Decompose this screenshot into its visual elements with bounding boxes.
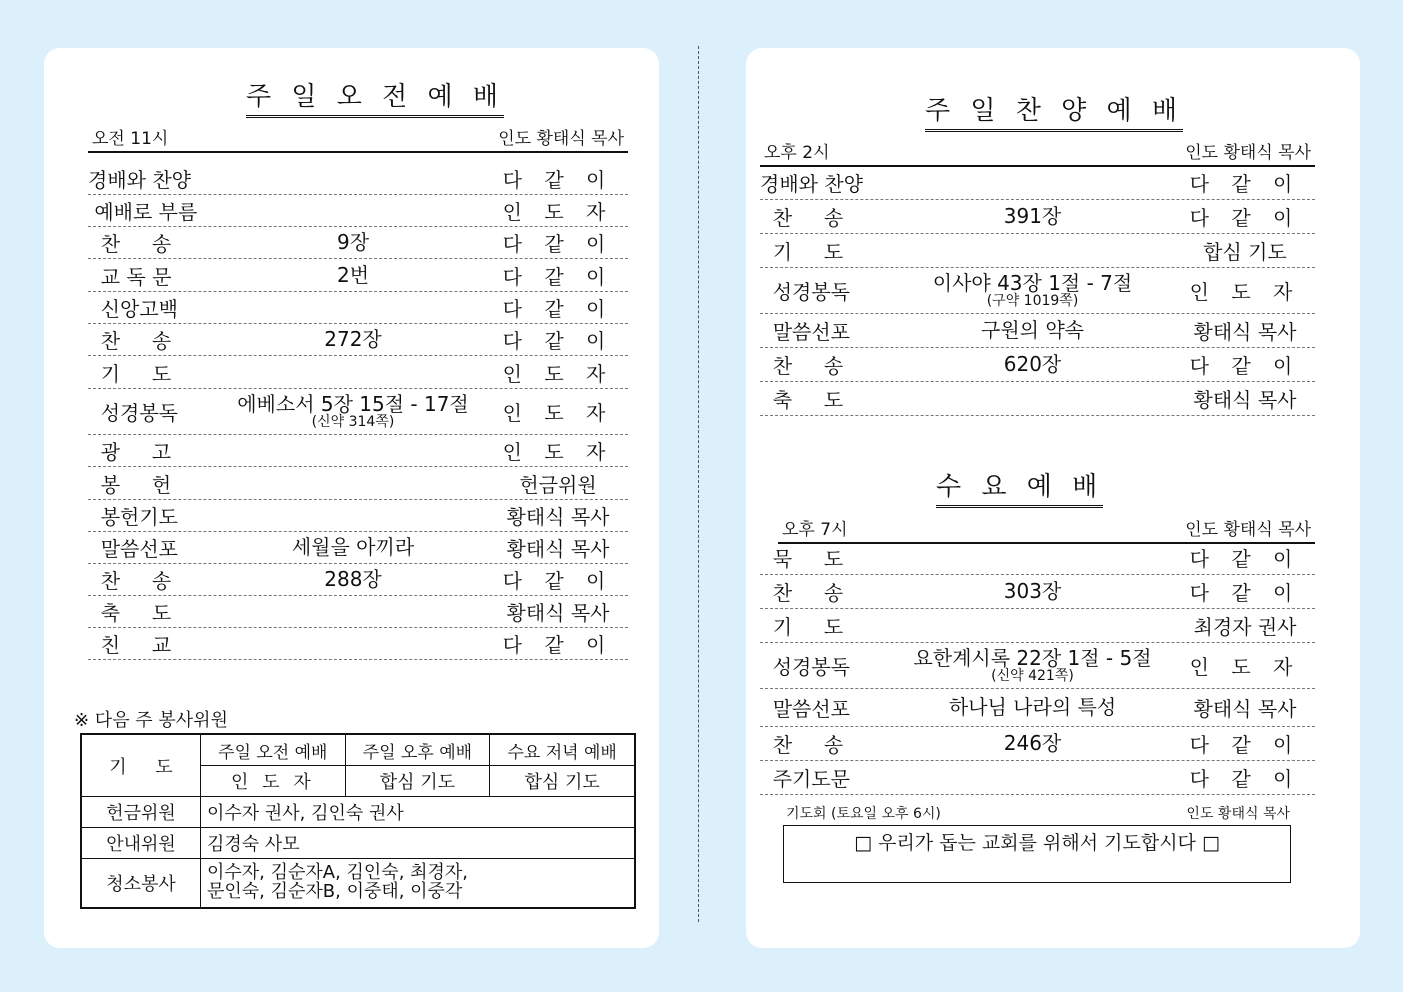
afternoon-service-title: 주 일 찬 양 예 배: [925, 90, 1183, 132]
morning-order-row: [88, 532, 628, 564]
afternoon-order-row: [760, 348, 1315, 382]
morning-order-row: [88, 259, 628, 292]
afternoon-order-row: [760, 314, 1315, 348]
prayer-label: 기 도: [81, 734, 201, 797]
morning-order-list: [88, 162, 628, 660]
morning-order-row: [88, 389, 628, 435]
order-item-leader: 합심 기도: [1203, 240, 1287, 264]
order-item-leader: 황태식 목사: [1193, 388, 1297, 412]
afternoon-service-header: [760, 138, 1315, 167]
order-item-leader: 다 같 이: [1189, 733, 1301, 757]
order-item-name: 기 도: [88, 361, 172, 386]
morning-order-row: [88, 628, 628, 660]
order-item-name: 찬 송: [760, 206, 844, 230]
prayer-request-box: □ 우리가 돕는 교회를 위해서 기도합시다 □: [783, 825, 1291, 883]
order-item-name: 교 독 문: [88, 264, 172, 289]
order-item-detail-text: 391장: [1003, 204, 1062, 228]
order-item-name: 찬 송: [88, 232, 172, 256]
order-item-name: 경배와 찬양: [88, 167, 191, 192]
order-item-detail: [890, 581, 1175, 602]
order-item-leader: 다 같 이: [502, 297, 614, 321]
order-item-leader: 최경자 권사: [1193, 615, 1297, 639]
order-item-detail: [890, 733, 1175, 754]
order-item-detail: [218, 329, 488, 350]
wednesday-order-row: [760, 609, 1315, 643]
morning-order-row: [88, 467, 628, 500]
order-item-leader: 인 도 자: [1189, 280, 1301, 304]
wednesday-leader: 인도 황태식 목사: [1185, 520, 1311, 540]
cleaning-line-2: 문인숙, 김순자B, 이중태, 이중각: [207, 881, 463, 902]
order-item-detail-text: 구원의 약속: [981, 318, 1084, 342]
order-item-leader: 인 도 자: [502, 361, 614, 386]
order-item-leader: 인 도 자: [1189, 655, 1301, 679]
afternoon-order-row: [760, 200, 1315, 234]
order-item-name: 축 도: [88, 601, 172, 625]
order-item-detail-text: 246장: [1003, 731, 1062, 755]
volunteers-table: [80, 733, 636, 909]
order-item-leader: 황태식 목사: [506, 505, 610, 529]
order-item-leader: 황태식 목사: [506, 537, 610, 561]
wednesday-service-header: [778, 515, 1315, 544]
order-item-reference: (구약 1019쪽): [986, 292, 1079, 309]
order-item-name: 말씀선포: [760, 320, 850, 344]
morning-service-header: [88, 124, 628, 153]
order-item-name: 성경봉독: [760, 655, 850, 679]
order-item-name: 말씀선포: [88, 537, 178, 561]
order-item-detail-text: 288장: [324, 567, 382, 591]
order-item-detail: [890, 354, 1175, 375]
wednesday-time: 오후 7시: [782, 520, 848, 540]
order-item-detail: [890, 320, 1175, 341]
order-item-name: 주기도문: [760, 767, 850, 791]
prayer-val-2: 합심 기도: [345, 766, 490, 797]
order-item-name: 찬 송: [760, 581, 844, 605]
order-item-leader: 인 도 자: [502, 401, 614, 425]
order-item-leader: 다 같 이: [502, 633, 614, 657]
order-item-name: 묵 도: [760, 547, 844, 571]
morning-order-row: [88, 292, 628, 324]
order-item-detail-text: 하나님 나라의 특성: [948, 695, 1117, 719]
order-item-leader: 황태식 목사: [1193, 320, 1297, 344]
order-item-leader: 다 같 이: [502, 264, 614, 289]
order-item-detail: [890, 206, 1175, 227]
order-item-name: 봉 헌: [88, 472, 172, 497]
order-item-detail: [890, 645, 1175, 684]
order-item-name: 찬 송: [88, 569, 172, 593]
morning-order-row: [88, 500, 628, 532]
order-item-name: 예배로 부름: [88, 200, 198, 224]
order-item-name: 경배와 찬양: [760, 172, 863, 196]
afternoon-order-list: [760, 166, 1315, 416]
order-item-detail: [890, 270, 1175, 309]
order-item-leader: 다 같 이: [502, 329, 614, 353]
afternoon-order-row: [760, 268, 1315, 314]
usher-label: 안내위원: [81, 828, 201, 859]
morning-leader: 인도 황태식 목사: [498, 129, 624, 149]
order-item-leader: 헌금위원: [519, 472, 597, 497]
wednesday-order-row: [760, 689, 1315, 727]
order-item-leader: 다 같 이: [1189, 206, 1301, 230]
cleaning-names: [201, 859, 636, 909]
afternoon-time: 오후 2시: [764, 143, 830, 163]
order-item-leader: 다 같 이: [1189, 172, 1301, 196]
order-item-detail-text: 2번: [336, 262, 370, 287]
order-item-reference: (신약 314쪽): [311, 413, 395, 430]
prayer-meeting-leader: 인도 황태식 목사: [1186, 806, 1290, 822]
order-item-name: 신앙고백: [88, 297, 178, 321]
order-item-detail-text: 세월을 아끼라: [291, 535, 415, 559]
order-item-name: 성경봉독: [88, 401, 178, 425]
order-item-leader: 다 같 이: [502, 569, 614, 593]
volunteers-heading: ※ 다음 주 봉사위원: [74, 710, 228, 731]
order-item-name: 말씀선포: [760, 697, 850, 721]
order-item-name: 봉헌기도: [88, 505, 178, 529]
prayer-meeting-header: [786, 803, 1290, 823]
order-item-reference: (신약 421쪽): [991, 667, 1074, 684]
afternoon-order-row: [760, 166, 1315, 200]
order-item-leader: 다 같 이: [1189, 354, 1301, 378]
morning-order-row: [88, 564, 628, 596]
order-item-detail: [890, 697, 1175, 718]
order-item-detail-text: 에베소서 5장 15절 - 17절: [237, 391, 469, 416]
order-item-detail: [218, 391, 488, 430]
offering-label: 헌금위원: [81, 797, 201, 828]
page-divider: [698, 46, 699, 922]
order-item-detail: [218, 262, 488, 287]
order-item-name: 찬 송: [88, 329, 172, 353]
order-item-name: 성경봉독: [760, 280, 850, 304]
morning-order-row: [88, 356, 628, 389]
morning-order-row: [88, 227, 628, 259]
order-item-leader: 다 같 이: [502, 167, 614, 192]
order-item-leader: 다 같 이: [502, 232, 614, 256]
prayer-col-1: 주일 오전 예배: [201, 734, 346, 766]
order-item-detail-text: 요한계시록 22장 1절 - 5절: [913, 645, 1152, 670]
afternoon-order-row: [760, 234, 1315, 268]
order-item-detail: [218, 232, 488, 253]
order-item-name: 광 고: [88, 440, 172, 464]
order-item-name: 축 도: [760, 388, 844, 412]
morning-order-row: [88, 162, 628, 195]
wednesday-service-title: 수 요 예 배: [936, 466, 1103, 508]
order-item-leader: 다 같 이: [1189, 547, 1301, 571]
prayer-meeting-label: 기도회 (토요일 오후 6시): [786, 806, 941, 822]
order-item-detail-text: 이사야 43장 1절 - 7절: [932, 270, 1133, 295]
order-item-leader: 인 도 자: [502, 200, 614, 224]
afternoon-leader: 인도 황태식 목사: [1185, 143, 1311, 163]
morning-order-row: [88, 435, 628, 467]
order-item-leader: 다 같 이: [1189, 581, 1301, 605]
cleaning-label: 청소봉사: [81, 859, 201, 909]
order-item-leader: 황태식 목사: [506, 601, 610, 625]
order-item-name: 기 도: [760, 240, 844, 264]
wednesday-order-row: [760, 575, 1315, 609]
order-item-name: 친 교: [88, 633, 172, 657]
order-item-leader: 다 같 이: [1189, 767, 1301, 791]
order-item-name: 찬 송: [760, 733, 844, 757]
wednesday-order-list: [760, 541, 1315, 795]
morning-order-row: [88, 596, 628, 628]
prayer-val-3: 합심 기도: [490, 766, 635, 797]
order-item-detail-text: 9장: [336, 230, 370, 254]
morning-time: 오전 11시: [92, 129, 169, 149]
cleaning-line-1: 이수자, 김순자A, 김인숙, 최경자,: [207, 862, 469, 884]
wednesday-order-row: [760, 727, 1315, 761]
order-item-name: 기 도: [760, 615, 844, 639]
prayer-val-1: 인 도 자: [201, 766, 346, 797]
order-item-detail-text: 303장: [1003, 579, 1062, 603]
wednesday-order-row: [760, 541, 1315, 575]
prayer-col-2: 주일 오후 예배: [345, 734, 490, 766]
afternoon-order-row: [760, 382, 1315, 416]
order-item-leader: 인 도 자: [502, 440, 614, 464]
wednesday-order-row: [760, 761, 1315, 795]
order-item-name: 찬 송: [760, 354, 844, 378]
prayer-col-3: 수요 저녁 예배: [490, 734, 635, 766]
order-item-detail-text: 272장: [324, 327, 382, 351]
order-item-leader: 황태식 목사: [1193, 697, 1297, 721]
usher-names: 김경숙 사모: [201, 828, 636, 859]
morning-service-title: 주 일 오 전 예 배: [246, 76, 504, 118]
order-item-detail: [218, 537, 488, 558]
morning-order-row: [88, 195, 628, 227]
morning-order-row: [88, 324, 628, 356]
wednesday-order-row: [760, 643, 1315, 689]
order-item-detail-text: 620장: [1003, 352, 1062, 376]
offering-names: 이수자 권사, 김인숙 권사: [201, 797, 636, 828]
order-item-detail: [218, 569, 488, 590]
